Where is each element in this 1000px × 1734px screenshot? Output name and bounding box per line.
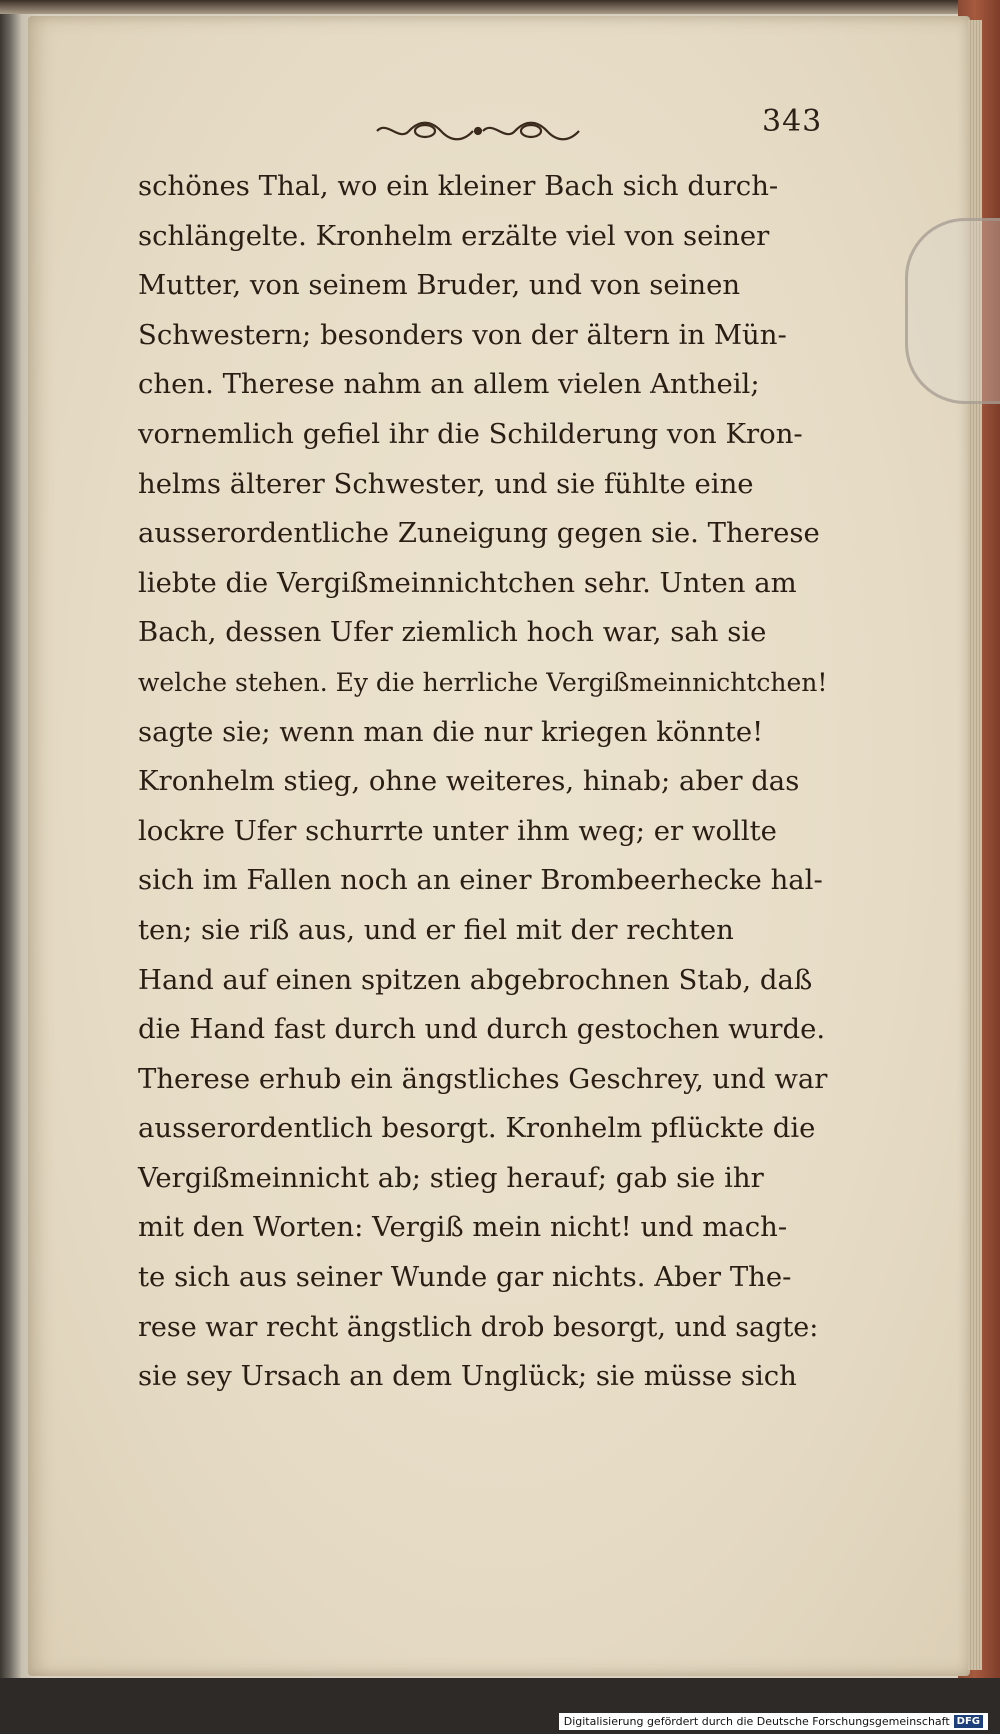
text-line: Vergißmeinnicht ab; stieg herauf; gab sie ihr: [138, 1161, 764, 1194]
text-line: ten; sie riß aus, und er fiel mit der rechten: [138, 913, 734, 946]
text-line: die Hand fast durch und durch gestochen wurde.: [138, 1013, 826, 1046]
text-line: sie sey Ursach an dem Unglück; sie müsse sich: [138, 1360, 797, 1393]
text-line: chen. Therese nahm an allem vielen Antheil;: [138, 368, 760, 401]
text-line: rese war recht ängstlich drob besorgt, und sagte:: [138, 1311, 819, 1343]
text-line: schönes Thal, wo ein kleiner Bach sich durch-: [138, 170, 779, 202]
footer-bar: [0, 1678, 1000, 1734]
text-line: sich im Fallen noch an einer Brombeerhecke hal-: [138, 864, 823, 897]
text-line: Schwestern; besonders von der ältern in Mün-: [138, 318, 787, 351]
page-clip: [905, 218, 1000, 404]
text-line: ausserordentlich besorgt. Kronhelm pflückte die: [138, 1112, 816, 1145]
text-line: liebte die Vergißmeinnichtchen sehr. Unten am: [138, 566, 797, 599]
top-edge: [0, 0, 1000, 14]
dfg-logo: DFG: [954, 1715, 983, 1728]
text-line: Mutter, von seinem Bruder, und von seinen: [138, 269, 741, 302]
ornament-divider: [373, 118, 583, 144]
text-line: ausserordentliche Zuneigung gegen sie. Therese: [138, 517, 820, 550]
text-line: Kronhelm stieg, ohne weiteres, hinab; aber das: [138, 765, 800, 798]
page-number: 343: [762, 104, 823, 139]
text-line: Bach, dessen Ufer ziemlich hoch war, sah sie: [138, 616, 767, 649]
text-line: helms älterer Schwester, und sie fühlte eine: [138, 467, 754, 500]
funding-credit: [559, 1713, 988, 1730]
text-line: te sich aus seiner Wunde gar nichts. Aber The-: [138, 1261, 792, 1294]
text-line: Hand auf einen spitzen abgebrochnen Stab, daß: [138, 963, 813, 996]
credit-text: Digitalisierung gefördert durch die Deutsche Forschungsgemeinschaft: [563, 1715, 950, 1728]
body-text: [138, 162, 828, 1402]
text-line: schlängelte. Kronhelm erzälte viel von seiner: [138, 219, 770, 252]
text-line: lockre Ufer schurrte unter ihm weg; er wollte: [138, 814, 777, 847]
text-line: sagte sie; wenn man die nur kriegen könnte!: [138, 715, 764, 748]
text-line: Therese erhub ein ängstliches Geschrey, und war: [138, 1062, 828, 1095]
text-line: mit den Worten: Vergiß mein nicht! und mach-: [138, 1211, 788, 1244]
text-line: vornemlich gefiel ihr die Schilderung von Kron-: [138, 417, 803, 450]
text-line: welche stehen. Ey die herrliche Vergißmeinnichtchen!: [138, 667, 828, 697]
